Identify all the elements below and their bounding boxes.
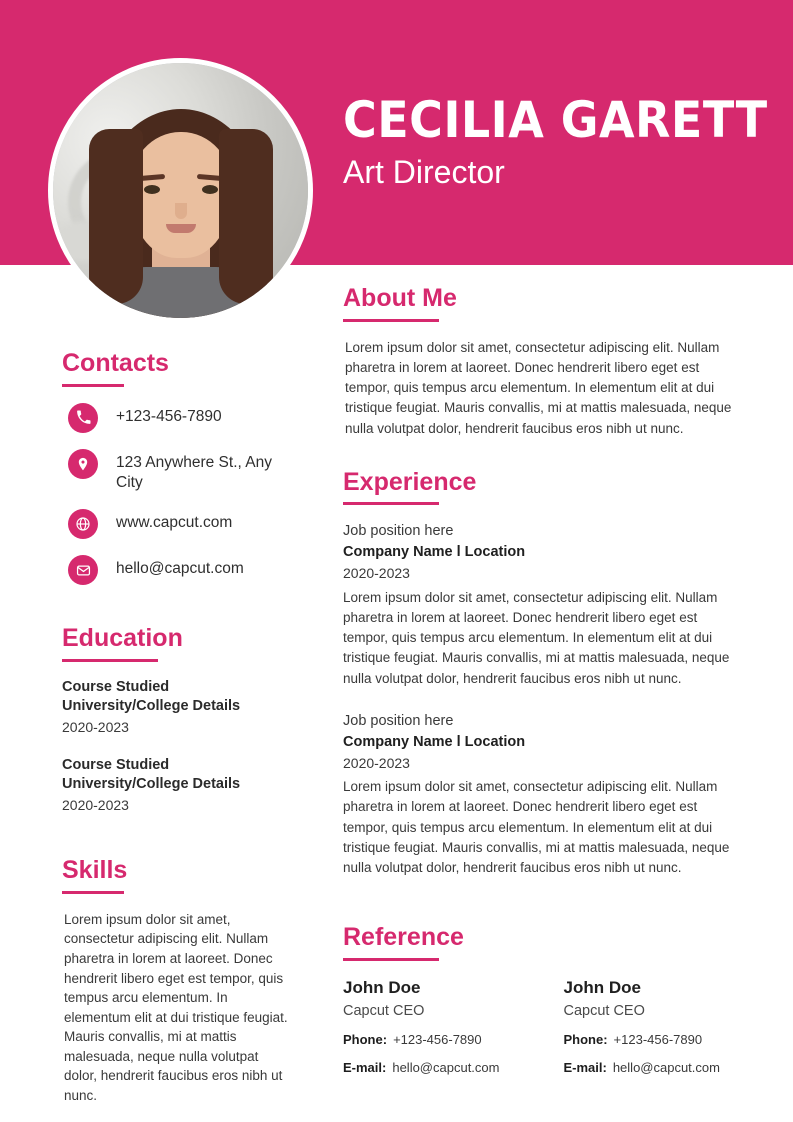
section-skills xyxy=(62,857,292,1105)
education-title: Education xyxy=(62,624,183,653)
list-item[interactable] xyxy=(62,555,292,585)
contact-phone-value: +123-456-7890 xyxy=(116,407,222,425)
portrait-nose xyxy=(175,203,187,219)
reference-phone-value: +123-456-7890 xyxy=(613,1032,703,1048)
phone-icon xyxy=(68,403,98,433)
reference-phone xyxy=(343,1031,499,1049)
experience-company: Company Name l Location xyxy=(343,544,526,561)
contact-address-value: 123 Anywhere St., Any City xyxy=(116,453,272,491)
reference-grid xyxy=(343,977,743,1076)
avatar xyxy=(48,58,313,323)
skills-title-rule xyxy=(62,891,124,894)
globe-icon xyxy=(68,509,98,539)
reference-email-label: E-mail: xyxy=(343,1059,387,1075)
portrait-face xyxy=(129,132,233,258)
list-item[interactable] xyxy=(62,509,292,539)
list-item xyxy=(62,678,292,738)
reference-email-label: E-mail: xyxy=(563,1059,607,1075)
portrait-hair-left xyxy=(89,129,143,304)
experience-title: Experience xyxy=(343,467,477,496)
experience-years: 2020-2023 xyxy=(343,565,410,582)
about-title-rule xyxy=(343,319,439,322)
section-contacts xyxy=(62,350,292,585)
reference-phone-label: Phone: xyxy=(343,1032,388,1048)
education-years: 2020-2023 xyxy=(62,796,129,813)
reference-phone-value: +123-456-7890 xyxy=(393,1032,482,1048)
reference-name: John Doe xyxy=(343,977,421,997)
education-title-rule xyxy=(62,659,158,662)
reference-email xyxy=(343,1059,499,1077)
portrait-hair-right xyxy=(219,129,273,304)
list-item xyxy=(563,977,719,1076)
education-school: University/College Details xyxy=(62,776,241,793)
portrait-mouth xyxy=(166,224,196,233)
reference-role: Capcut CEO xyxy=(563,1003,645,1019)
experience-description: Lorem ipsum dolor sit amet, consectetur adipiscing elit. Nullam pharetra in lorem at laoreet. Donec hendrerit libero eget est tempor, quis tempus arcu elementum. In elementum elit at dui tristique feugiat. Mauris convallis, mi at mattis malesuada, neque nulla volutpat dolor, hendrerit faucibus eros nibh ut nunc. xyxy=(343,589,730,686)
contacts-title-rule xyxy=(62,384,124,387)
contact-website-value: www.capcut.com xyxy=(116,514,233,532)
list-item xyxy=(343,521,743,689)
contacts-title: Contacts xyxy=(62,349,169,377)
location-pin-icon xyxy=(68,449,98,479)
experience-company: Company Name l Location xyxy=(343,733,526,750)
job-title: Art Director xyxy=(343,154,505,190)
education-course: Course Studied xyxy=(62,756,170,773)
skills-body: Lorem ipsum dolor sit amet, consectetur adipiscing elit. Nullam pharetra in lorem at laoreet. Donec hendrerit libero eget est tempor, quis tempus arcu elementum. In elementum elit at dui tristique feugiat. Mauris convallis, mi at mattis malesuada, neque nulla volutpat dolor, hendrerit faucibus eros nibh ut nunc. xyxy=(64,911,288,1103)
about-title: About Me xyxy=(343,284,457,312)
list-item[interactable] xyxy=(62,403,292,433)
reference-phone-label: Phone: xyxy=(563,1032,608,1048)
reference-phone xyxy=(563,1031,719,1049)
reference-role: Capcut CEO xyxy=(343,1003,425,1019)
experience-years: 2020-2023 xyxy=(343,754,410,771)
header-text-group xyxy=(343,91,768,190)
sidebar xyxy=(62,350,292,1105)
main-content xyxy=(343,285,743,1076)
reference-email-value: hello@capcut.com xyxy=(612,1059,720,1075)
about-body: Lorem ipsum dolor sit amet, consectetur adipiscing elit. Nullam pharetra in lorem at laoreet. Donec hendrerit libero eget est tempor, quis tempus arcu elementum. In elementum elit at dui tristique feugiat. Mauris convallis, mi at mattis malesuada, neque nulla volutpat dolor, hendrerit faucibus eros nibh ut nunc. xyxy=(345,339,732,436)
list-item xyxy=(62,756,292,816)
list-item xyxy=(343,977,499,1076)
reference-title-rule xyxy=(343,958,439,961)
reference-name: John Doe xyxy=(563,977,641,997)
experience-position: Job position here xyxy=(343,712,454,729)
experience-title-rule xyxy=(343,502,439,505)
contact-email-value: hello@capcut.com xyxy=(116,560,244,578)
education-course: Course Studied xyxy=(62,678,170,695)
section-experience xyxy=(343,469,743,879)
list-item xyxy=(343,711,743,879)
experience-description: Lorem ipsum dolor sit amet, consectetur adipiscing elit. Nullam pharetra in lorem at laoreet. Donec hendrerit libero eget est tempor, quis tempus arcu elementum. In elementum elit at dui tristique feugiat. Mauris convallis, mi at mattis malesuada, neque nulla volutpat dolor, hendrerit faucibus eros nibh ut nunc. xyxy=(343,779,730,876)
education-years: 2020-2023 xyxy=(62,719,129,736)
page-title: CECILIA GARETT xyxy=(343,91,768,149)
list-item[interactable] xyxy=(62,449,292,494)
section-education xyxy=(62,625,292,815)
experience-position: Job position here xyxy=(343,523,454,540)
reference-title: Reference xyxy=(343,923,464,952)
education-school: University/College Details xyxy=(62,698,241,715)
envelope-icon xyxy=(68,555,98,585)
section-about-me xyxy=(343,285,743,439)
reference-email xyxy=(563,1059,719,1077)
reference-email-value: hello@capcut.com xyxy=(392,1059,500,1075)
skills-title: Skills xyxy=(62,856,128,885)
section-reference xyxy=(343,924,743,1076)
contacts-list xyxy=(62,403,292,586)
